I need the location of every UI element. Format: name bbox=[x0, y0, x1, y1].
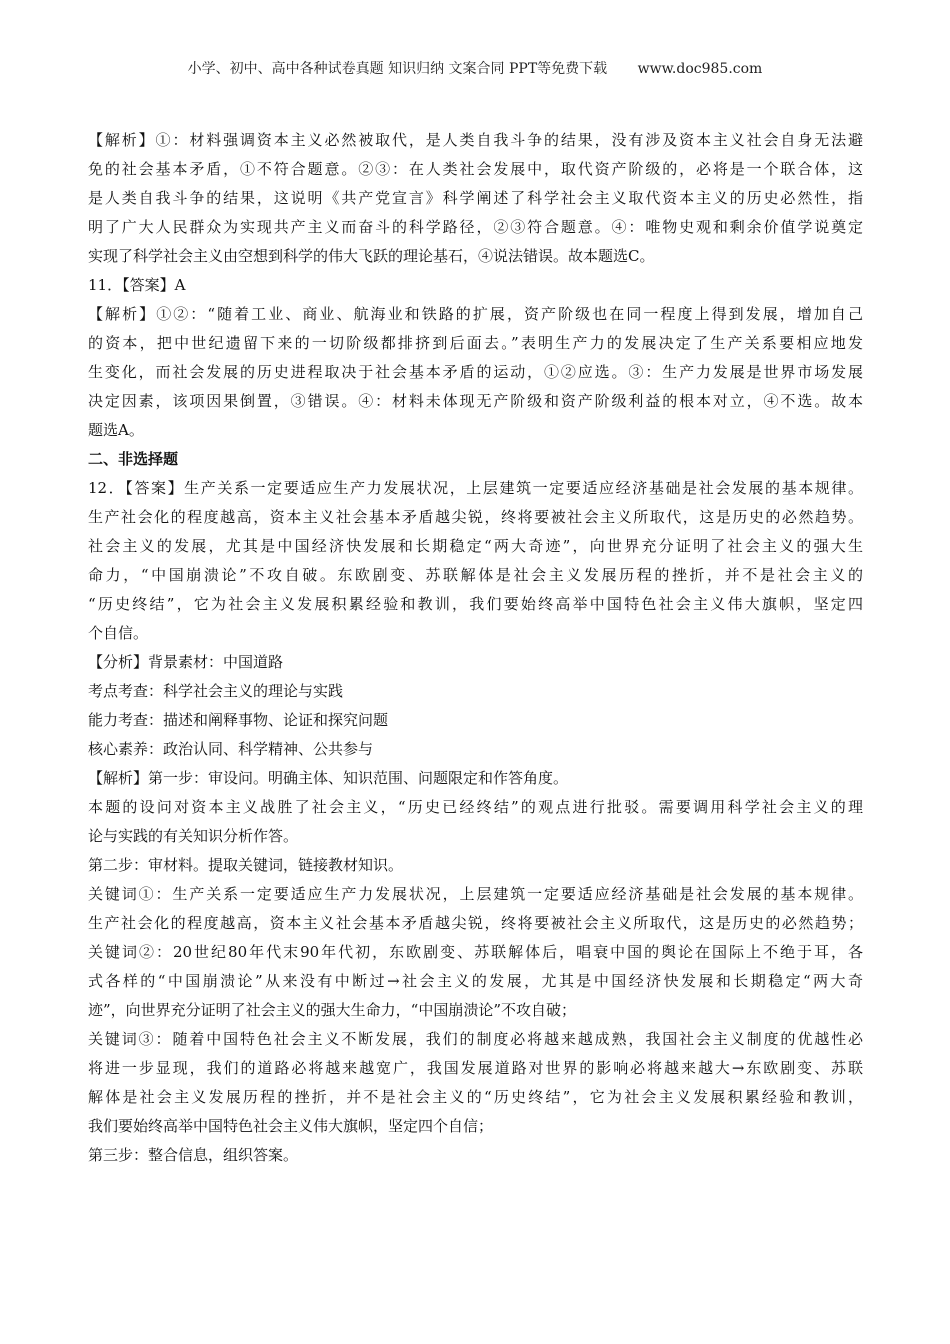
text-line: 关键词①：生产关系一定要适应生产力发展状况，上层建筑一定要适应经济基础是社会发展的基本规律。 bbox=[88, 885, 863, 903]
section-heading: 二、非选择题 bbox=[88, 450, 179, 468]
text-line: 生产社会化的程度越高，资本主义社会基本矛盾越尖锐，终将要被社会主义所取代，这是历史的必然趋势； bbox=[88, 914, 863, 932]
text-line: 12．【答案】生产关系一定要适应生产力发展状况，上层建筑一定要适应经济基础是社会发展的基本规律。 bbox=[88, 479, 863, 497]
text-line: 题选A。 bbox=[88, 421, 144, 439]
text-line: 将进一步显现，我们的道路必将越来越宽广，我国发展道路对世界的影响必将越来越大→东欧剧变、苏联 bbox=[88, 1059, 863, 1077]
document-body bbox=[88, 126, 863, 1170]
text-line: 关键词③：随着中国特色社会主义不断发展，我们的制度必将越来越成熟，我国社会主义制度的优越性必 bbox=[88, 1030, 863, 1048]
text-line: 生变化，而社会发展的历史进程取决于社会基本矛盾的运动，①②应选。③：生产力发展是世界市场发展 bbox=[88, 363, 863, 381]
text-line: 个自信。 bbox=[88, 624, 149, 642]
text-line: 是人类自我斗争的结果，这说明《共产党宣言》科学阐述了科学社会主义取代资本主义的历史必然性，指 bbox=[88, 189, 863, 207]
text-line: 命力，“中国崩溃论”不攻自破。东欧剧变、苏联解体是社会主义发展历程的挫折，并不是社会主义的 bbox=[88, 566, 863, 584]
text-line: 决定因素，该项因果倒置，③错误。④：材料未体现无产阶级和资产阶级利益的根本对立，④不选。故本 bbox=[88, 392, 863, 410]
text-line: 第三步：整合信息，组织答案。 bbox=[88, 1146, 299, 1164]
text-line: 明了广大人民群众为实现共产主义而奋斗的科学路径，②③符合题意。④：唯物史观和剩余价值学说奠定 bbox=[88, 218, 863, 236]
text-line: 关键词②：20世纪80年代末90年代初，东欧剧变、苏联解体后，唱衰中国的舆论在国际上不绝于耳，各 bbox=[88, 943, 863, 961]
text-line: 生产社会化的程度越高，资本主义社会基本矛盾越尖锐，终将要被社会主义所取代，这是历史的必然趋势。 bbox=[88, 508, 863, 526]
text-line: 考点考查：科学社会主义的理论与实践 bbox=[88, 682, 344, 700]
header-url: www.doc985.com bbox=[637, 61, 763, 77]
text-line: 式各样的“中国崩溃论”从来没有中断过→社会主义的发展，尤其是中国经济快发展和长期稳定“两大奇 bbox=[88, 972, 863, 990]
text-line: 能力考查：描述和阐释事物、论证和探究问题 bbox=[88, 711, 389, 729]
text-line: 我们要始终高举中国特色社会主义伟大旗帜，坚定四个自信； bbox=[88, 1117, 494, 1135]
text-line: 核心素养：政治认同、科学精神、公共参与 bbox=[88, 740, 374, 758]
header-text: 小学、初中、高中各种试卷真题 知识归纳 文案合同 PPT等免费下载 bbox=[187, 61, 608, 77]
text-line: 实现了科学社会主义由空想到科学的伟大飞跃的理论基石，④说法错误。故本题选C。 bbox=[88, 247, 655, 265]
text-line: 本题的设问对资本主义战胜了社会主义，“历史已经终结”的观点进行批驳。需要调用科学社会主义的理 bbox=[88, 798, 863, 816]
page-header bbox=[0, 58, 950, 78]
text-line: 免的社会基本矛盾，①不符合题意。②③：在人类社会发展中，取代资产阶级的，必将是一个联合体，这 bbox=[88, 160, 863, 178]
text-line: 【解析】①②：“随着工业、商业、航海业和铁路的扩展，资产阶级也在同一程度上得到发展，增加自己 bbox=[88, 305, 863, 323]
text-line: 论与实践的有关知识分析作答。 bbox=[88, 827, 299, 845]
text-line: 解体是社会主义发展历程的挫折，并不是社会主义的“历史终结”，它为社会主义发展积累经验和教训， bbox=[88, 1088, 863, 1106]
text-line: 社会主义的发展，尤其是中国经济快发展和长期稳定“两大奇迹”，向世界充分证明了社会主义的强大生 bbox=[88, 537, 863, 555]
text-line: 的资本，把中世纪遗留下来的一切阶级都排挤到后面去。”表明生产力的发展决定了生产关系要相应地发 bbox=[88, 334, 863, 352]
text-line: 【解析】①：材料强调资本主义必然被取代，是人类自我斗争的结果，没有涉及资本主义社会自身无法避 bbox=[88, 131, 863, 149]
text-line: 迹”，向世界充分证明了社会主义的强大生命力，“中国崩溃论”不攻自破； bbox=[88, 1001, 577, 1019]
text-line: 第二步：审材料。提取关键词，链接教材知识。 bbox=[88, 856, 404, 874]
text-line: 11．【答案】A bbox=[88, 276, 186, 294]
text-line: 【解析】第一步：审设问。明确主体、知识范围、问题限定和作答角度。 bbox=[88, 769, 569, 787]
text-line: 【分析】背景素材：中国道路 bbox=[88, 653, 284, 671]
text-line: “历史终结”，它为社会主义发展积累经验和教训，我们要始终高举中国特色社会主义伟大旗帜，坚定四 bbox=[88, 595, 863, 613]
